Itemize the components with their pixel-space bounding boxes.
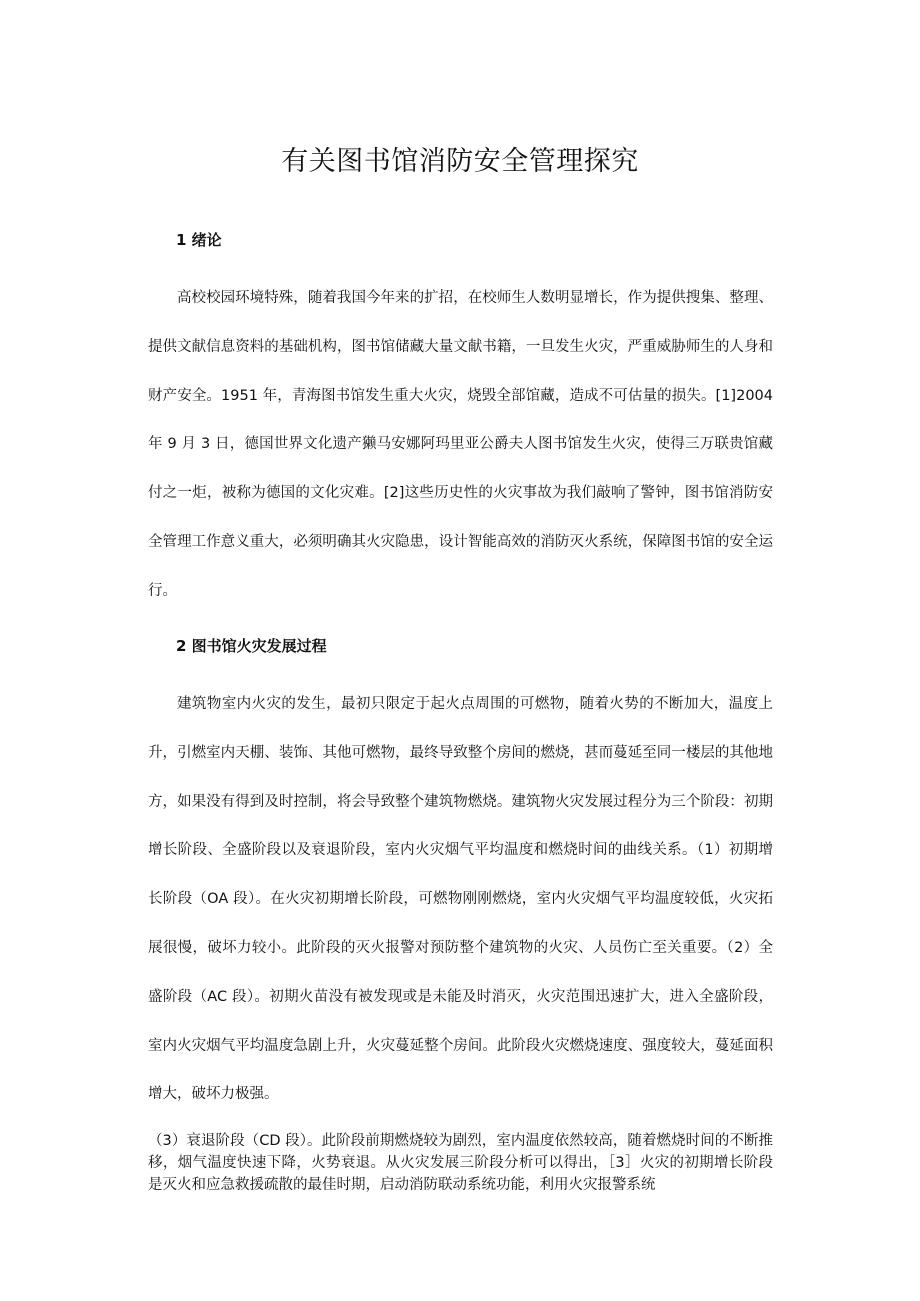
section-paragraph-introduction: 高校校园环境特殊，随着我国今年来的扩招，在校师生人数明显增长，作为提供搜集、整理、提供文献信息资料的基础机构，图书馆储藏大量文献书籍，一旦发生火灾，严重威胁师生的人身和财产安全。1951 年，青海图书馆发生重大火灾，烧毁全部馆藏，造成不可估量的损失。[1]2004 年 9 月 3 日，德国世界文化遗产獭马安娜阿玛里亚公爵夫人图书馆发生火灾，使得三万联贵馆藏付之一炬，被称为德国的文化灾难。[2]这些历史性的火灾事故为我们敲响了警钟，图书馆消防安全管理工作意义重大，必须明确其火灾隐患，设计智能高效的消防灭火系统，保障图书馆的安全运行。	[148, 290, 773, 599]
document-title: 有关图书馆消防安全管理探究	[281, 146, 639, 177]
section-heading-fire-development: 2 图书馆火灾发展过程	[176, 637, 327, 655]
section-heading-introduction: 1 绪论	[176, 231, 222, 249]
section-paragraph-fire-development: 建筑物室内火灾的发生，最初只限定于起火点周围的可燃物，随着火势的不断加大，温度上升，引燃室内天棚、装饰、其他可燃物，最终导致整个房间的燃烧，甚而蔓延至同一楼层的其他地方，如果没有得到及时控制，将会导致整个建筑物燃烧。建筑物火灾发展过程分为三个阶段：初期增长阶段、全盛阶段以及衰退阶段，室内火灾烟气平均温度和燃烧时间的曲线关系。（1）初期增长阶段（OA 段）。在火灾初期增长阶段，可燃物刚刚燃烧，室内火灾烟气平均温度较低，火灾拓展很慢，破坏力较小。此阶段的灭火报警对预防整个建筑物的火灾、人员伤亡至关重要。（2）全盛阶段（AC 段）。初期火苗没有被发现或是未能及时消灭，火灾范围迅速扩大，进入全盛阶段，室内火灾烟气平均温度急剧上升，火灾蔓延整个房间。此阶段火灾燃烧速度、强度较大，蔓延面积增大，破坏力极强。	[148, 696, 773, 1103]
section-paragraph-continuation: （3）衰退阶段（CD 段）。此阶段前期燃烧较为剧烈，室内温度依然较高，随着燃烧时间的不断推移，烟气温度快速下降，火势衰退。从火灾发展三阶段分析可以得出，［3］火灾的初期增长阶段是灭火和应急救援疏散的最佳时期，启动消防联动系统功能，利用火灾报警系统	[148, 1133, 773, 1193]
